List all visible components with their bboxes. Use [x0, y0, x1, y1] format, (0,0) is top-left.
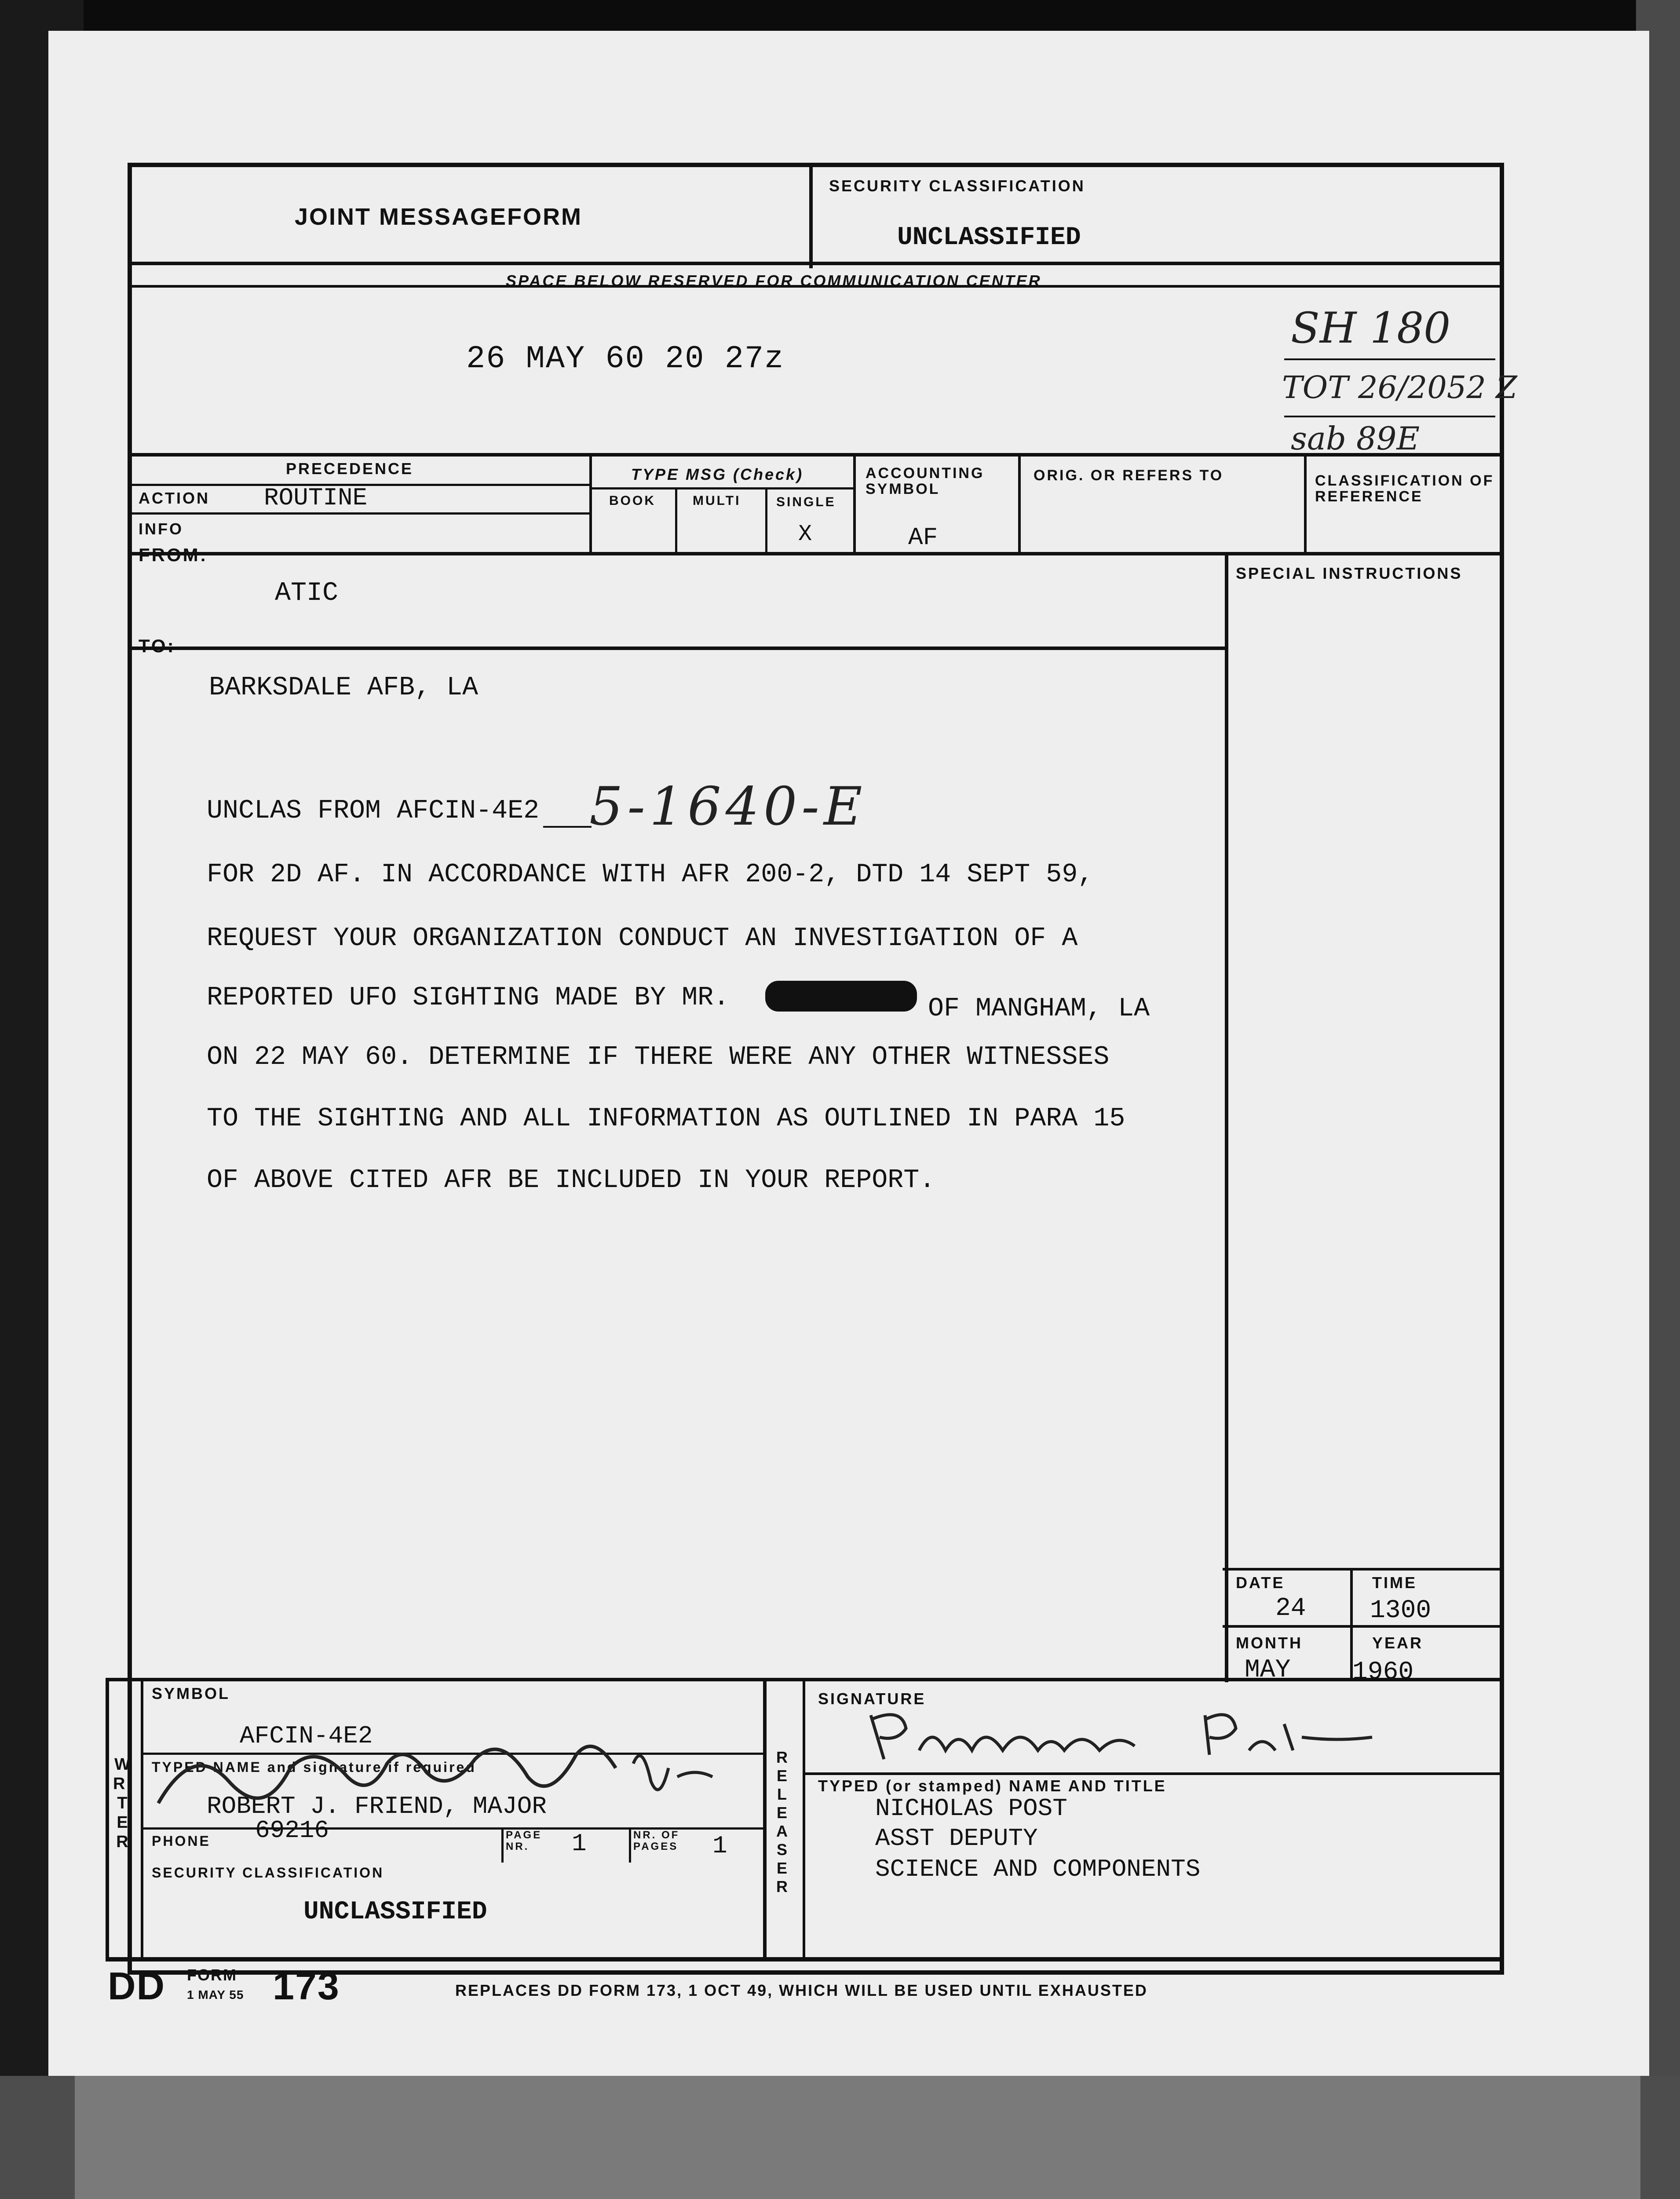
month-value: MAY: [1245, 1656, 1291, 1684]
rule: [1225, 552, 1228, 1682]
film-strip: [75, 2076, 1640, 2199]
rule: [1223, 1625, 1504, 1628]
rule: [765, 487, 767, 553]
handwritten-case-number: 5-1640-E: [589, 776, 867, 837]
action-label: ACTION: [139, 489, 210, 507]
rule: [1223, 1568, 1504, 1571]
releaser-side-label: RELEASER: [776, 1748, 789, 1896]
date-label: DATE: [1236, 1574, 1285, 1592]
rule: [128, 512, 589, 515]
signature-label: SIGNATURE: [818, 1690, 926, 1708]
info-label: INFO: [139, 520, 183, 538]
security-classification-label: SECURITY CLASSIFICATION: [829, 177, 1085, 195]
rule: [675, 487, 677, 553]
security-classification-value: UNCLASSIFIED: [897, 223, 1081, 252]
orig-refers-label: ORIG. OR REFERS TO: [1034, 467, 1224, 484]
symbol-label: SYMBOL: [152, 1684, 230, 1702]
rule: [1018, 453, 1021, 554]
writer-typed-name: ROBERT J. FRIEND, MAJOR: [207, 1792, 547, 1820]
pages-value: 1: [712, 1832, 727, 1860]
from-value: ATIC: [275, 578, 339, 608]
writer-signature: [141, 1715, 756, 1830]
accounting-symbol-value: AF: [908, 523, 938, 552]
message-line: FOR 2D AF. IN ACCORDANCE WITH AFR 200-2, DTD 14 SEPT 59,: [207, 860, 1094, 890]
rule: [501, 1827, 504, 1863]
footer-replaces-note: REPLACES DD FORM 173, 1 OCT 49, WHICH WILL BE USED UNTIL EXHAUSTED: [455, 1981, 1148, 1999]
from-label: FROM:: [139, 544, 208, 565]
to-value: BARKSDALE AFB, LA: [209, 673, 478, 703]
page-value: 1: [572, 1830, 587, 1858]
footer-form-date: 1 MAY 55: [187, 1988, 244, 2002]
handwritten-serial: SH 180: [1291, 303, 1451, 353]
year-value: 1960: [1352, 1658, 1414, 1687]
form-title: JOINT MESSAGEFORM: [295, 204, 583, 230]
time-label: TIME: [1372, 1574, 1417, 1592]
rule: [853, 453, 856, 554]
rule: [128, 262, 1504, 265]
handwritten-tot: TOT 26/2052 Z: [1282, 369, 1517, 405]
precedence-label: PRECEDENCE: [286, 460, 414, 478]
phone-label: PHONE: [152, 1833, 211, 1849]
accounting-symbol-label: ACCOUNTING SYMBOL: [866, 465, 985, 497]
underline: [543, 826, 592, 828]
year-label: YEAR: [1372, 1634, 1424, 1652]
writer-security-value: UNCLASSIFIED: [303, 1898, 487, 1926]
time-value: 1300: [1370, 1596, 1432, 1625]
rule: [809, 163, 813, 268]
message-line: OF MANGHAM, LA: [928, 994, 1150, 1024]
writer-side-label: WRITER: [113, 1755, 133, 1851]
typed-name-label: TYPED NAME and signature if required: [152, 1759, 476, 1775]
classification-reference-label: CLASSIFICATION OF REFERENCE: [1315, 472, 1494, 505]
rule: [1304, 453, 1307, 554]
book-label: BOOK: [609, 493, 656, 508]
redaction-mark: [765, 981, 917, 1012]
multi-label: MULTI: [693, 493, 741, 508]
writer-security-label: SECURITY CLASSIFICATION: [152, 1865, 384, 1881]
message-line: UNCLAS FROM AFCIN-4E2: [207, 796, 540, 826]
pages-label: NR. OF PAGES: [633, 1829, 680, 1852]
single-label: SINGLE: [776, 495, 836, 509]
symbol-value: AFCIN-4E2: [240, 1722, 373, 1750]
footer-dd: DD: [108, 1964, 166, 2008]
releaser-title-1: ASST DEPUTY: [875, 1824, 1038, 1852]
handwritten-sab: sab 89E: [1291, 420, 1420, 457]
rule: [589, 487, 853, 489]
message-line: ON 22 MAY 60. DETERMINE IF THERE WERE ANY OTHER WITNESSES: [207, 1042, 1110, 1072]
rule: [805, 1772, 1504, 1775]
footer-form-number: 173: [273, 1964, 340, 2008]
message-line: TO THE SIGHTING AND ALL INFORMATION AS OUTLINED IN PARA 15: [207, 1104, 1125, 1134]
date-value: 24: [1275, 1594, 1306, 1623]
releaser-title-2: SCIENCE AND COMPONENTS: [875, 1855, 1201, 1883]
rule: [803, 1678, 805, 1959]
releaser-typed-label: TYPED (or stamped) NAME AND TITLE: [818, 1777, 1167, 1795]
releaser-signature: [862, 1698, 1381, 1772]
action-value: ROUTINE: [264, 484, 368, 512]
time-stamp: 26 MAY 60 20 27z: [466, 341, 785, 377]
page-label: PAGE NR.: [506, 1829, 542, 1852]
underline: [1284, 358, 1495, 360]
underline: [1284, 416, 1495, 417]
rule: [763, 1678, 767, 1959]
to-label: TO:: [139, 636, 175, 656]
rule: [128, 647, 1227, 650]
rule: [106, 1678, 109, 1959]
footer-form-word: FORM: [187, 1966, 237, 1984]
reserved-label: SPACE BELOW RESERVED FOR COMMUNICATION CENTER: [506, 272, 1042, 290]
special-instructions-label: SPECIAL INSTRUCTIONS: [1236, 564, 1463, 582]
phone-value: 69216: [255, 1816, 329, 1845]
message-line: OF ABOVE CITED AFR BE INCLUDED IN YOUR REPORT.: [207, 1165, 935, 1195]
rule: [629, 1827, 631, 1863]
message-line: REPORTED UFO SIGHTING MADE BY MR.: [207, 983, 730, 1013]
rule: [128, 552, 1504, 555]
rule: [589, 453, 592, 554]
message-line: REQUEST YOUR ORGANIZATION CONDUCT AN INVESTIGATION OF A: [207, 924, 1078, 953]
month-label: MONTH: [1236, 1634, 1303, 1652]
type-msg-label: TYPE MSG (Check): [631, 465, 804, 483]
single-value: X: [798, 521, 812, 547]
releaser-name: NICHOLAS POST: [875, 1794, 1067, 1823]
